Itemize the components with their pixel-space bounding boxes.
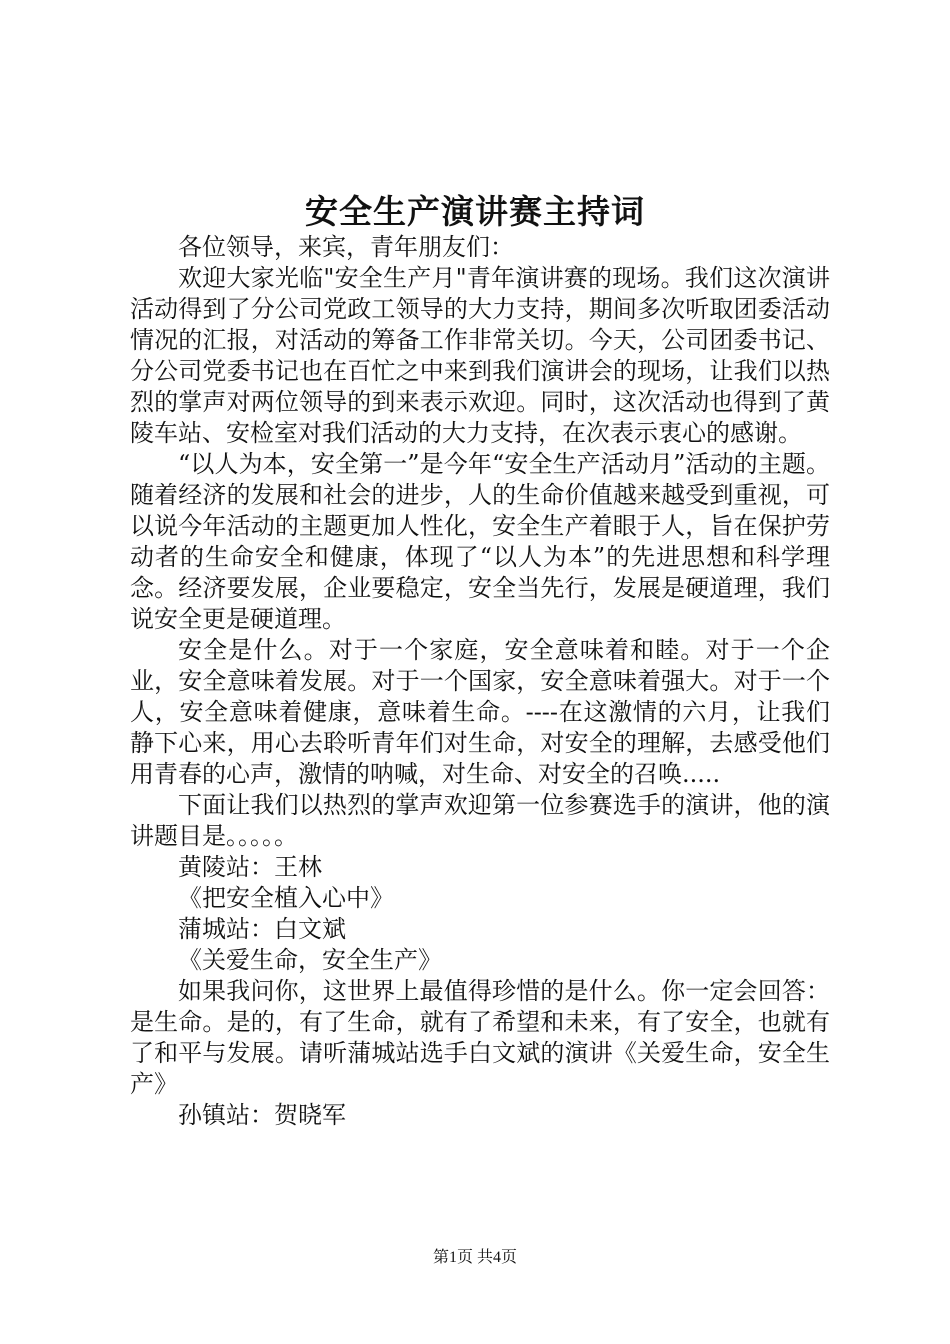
paragraph-what-is-safety: 安全是什么。对于一个家庭，安全意味着和睦。对于一个企业，安全意味着发展。对于一个国家，安全意味着强大。对于一个人，安全意味着健康，意味着生命。----在这激情的六月，让我们静下心来，用心去聆听青年们对生命，对安全的理解，去感受他们用青春的心声，激情的呐喊，对生命、对安全的召唤..... xyxy=(130,636,830,788)
paragraph-pucheng-intro: 如果我问你，这世界上最值得珍惜的是什么。你一定会回答：是生命。是的，有了生命，就有了希望和未来，有了安全，也就有了和平与发展。请听蒲城站选手白文斌的演讲《关爱生命，安全生产》 xyxy=(130,977,830,1098)
paragraph-welcome: 欢迎大家光临"安全生产月"青年演讲赛的现场。我们这次演讲活动得到了分公司党政工领导的大力支持，期间多次听取团委活动情况的汇报，对活动的筹备工作非常关切。今天，公司团委书记、分公司党委书记也在百忙之中来到我们演讲会的现场，让我们以热烈的掌声对两位领导的到来表示欢迎。同时，这次活动也得到了黄陵车站、安检室对我们活动的大力支持，在次表示衷心的感谢。 xyxy=(130,264,830,447)
speech-title-pucheng: 《关爱生命，安全生产》 xyxy=(178,946,442,974)
page-footer: 第1页 共4页 xyxy=(432,1249,517,1266)
paragraph-first-speaker-intro: 下面让我们以热烈的掌声欢迎第一位参赛选手的演讲，他的演讲题目是。。。。。 xyxy=(130,791,830,850)
page-title: 安全生产演讲赛主持词 xyxy=(305,192,645,231)
speaker-sunzhen: 孙镇站：贺晓军 xyxy=(178,1101,346,1129)
speaker-pucheng: 蒲城站：白文斌 xyxy=(178,915,346,943)
paragraph-greeting: 各位领导，来宾，青年朋友们： xyxy=(178,233,514,261)
speech-title-huangling: 《把安全植入心中》 xyxy=(178,884,394,912)
paragraph-theme: “以人为本，安全第一”是今年“安全生产活动月”活动的主题。随着经济的发展和社会的进步，人的生命价值越来越受到重视，可以说今年活动的主题更加人性化，安全生产着眼于人，旨在保护劳动者的生命安全和健康，体现了“以人为本”的先进思想和科学理念。经济要发展，企业要稳定，安全当先行，发展是硬道理，我们说安全更是硬道理。 xyxy=(130,450,830,633)
speaker-huangling: 黄陵站：王林 xyxy=(178,853,322,881)
document-body xyxy=(130,232,830,1131)
